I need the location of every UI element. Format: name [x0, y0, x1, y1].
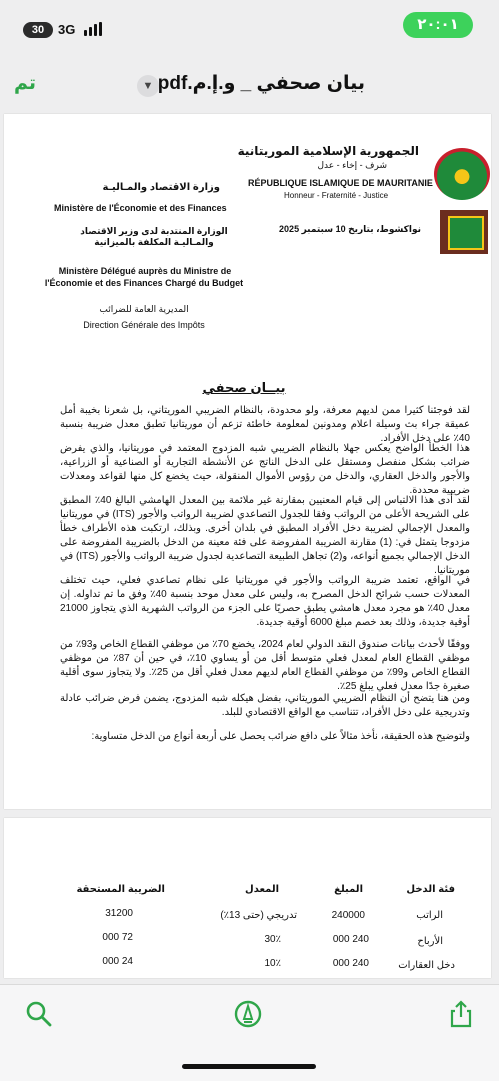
table-row-2-category: الأرباح	[417, 936, 443, 947]
document-title[interactable]: بيان صحفي _ و.إ.م.pdf	[157, 73, 365, 94]
paragraph-7: ولتوضيح هذه الحقيقة، نأخذ مثالاً على دافع ضرائب يحصل على أربعة أنواع من الدخل متساوية:	[91, 731, 470, 742]
table-row-2-amount: 240 000	[332, 934, 369, 945]
search-icon[interactable]	[24, 999, 54, 1029]
table-header-tax: الضريبة المستحقة	[76, 884, 165, 895]
ministry-french: Ministère de l'Économie et des Finances	[54, 203, 227, 213]
pdf-page-1	[4, 114, 491, 809]
paragraph-4: في الواقع، تعتمد ضريبة الرواتب والأجور في موريتانيا على نظام تصاعدي فعلي، حيث تختلف المعدلات حسب شرائح الدخل المصرح به، وليس على معدل موحد بنسبة 40٪ وفق ما تم تداوله. إن معدل 40٪ هو مجرد معدل هامشي يطبق حصريًا على الجزء من الرواتب الشهرية الذي يتجاوز 21000 أوقية جديدة، وذلك بعد خصم مبلغ 6000 أوقية جديدة.	[60, 575, 470, 628]
motto-arabic: شرف - إخاء - عدل	[317, 160, 387, 170]
table-header-rate: المعدل	[245, 884, 279, 895]
home-indicator[interactable]	[182, 1064, 316, 1069]
republic-arabic: الجمهورية الإسلامية الموريتانية	[237, 144, 419, 158]
press-release-heading: بيــان صحفي	[202, 380, 286, 395]
document-nav-bar	[0, 62, 499, 108]
republic-french: RÉPUBLIQUE ISLAMIQUE DE MAURITANIE	[248, 178, 433, 188]
status-bar	[0, 0, 499, 52]
chevron-down-icon[interactable]: ▼	[137, 75, 159, 97]
paragraph-6: ومن هنا يتضح أن النظام الضريبي الموريتاني، بفضل هيكله شبه المزدوج، يضمن فرض ضرائب عادلة وتدريجية على دخل الأفراد، تتناسب مع الواقع الاقتصادي للبلد.	[60, 693, 470, 718]
table-row-2-rate: 30٪	[264, 934, 281, 945]
table-row-1-category: الراتب	[416, 910, 443, 921]
paragraph-3: لقد أدى هذا الالتباس إلى قيام المعنيين بمقارنة غير ملائمة بين المعدل الهامشي البالغ 40٪ المطبق على الشريحة الأعلى من الرواتب وفقا للجدول التصاعدي لضريبة الرواتب والأجور (ITS) في موريتانيا والمعدل الإجمالي لضريبة دخل الأفراد المطبق في بلدان أخرى. وبذلك، ارتكبت هذه الأطراف خطأ مزدوجا يتمثل في: (1) مقارنة الضريبة المفروضة على فئة معينة من الدخل بالضريبة المفروضة على الدخل الإجمالي بجميع أنواعه، و(2) تجاهل الطبيعة التصاعدية لجدول ضريبة الرواتب والأجور (ITS) في موريتانيا.	[60, 495, 470, 576]
table-row-3-category: دخل العقارات	[398, 960, 455, 971]
dgi-arabic: المديرية العامة للضرائب	[99, 304, 189, 314]
table-row-3-amount: 240 000	[332, 958, 369, 969]
dgi-logo-icon	[440, 210, 488, 254]
done-button[interactable]: تم	[14, 73, 37, 94]
ministry-arabic: وزارة الاقتصاد والمـاليـة	[102, 182, 220, 193]
national-seal-icon	[434, 148, 490, 200]
table-header-category: فئة الدخل	[406, 884, 455, 895]
table-row-1-tax: 31200	[105, 908, 133, 919]
paragraph-2: هذا الخطأ الواضح يعكس جهلا بالنظام الضريبي شبه المزدوج المعتمد في موريتانيا، والذي يفرض ضرائب بشكل منفصل ومستقل على الدخل الناتج عن الأنشطة التجارية أو الصناعية أو الزراعية، والأجور والدخل العقاري، والدخل من رؤوس الأموال المنقولة، حيث يخضع كل منها لقواعد ومعدلات ضريبية محددة.	[60, 443, 470, 496]
table-row-2-tax: 72 000	[102, 932, 133, 943]
pdf-page-2	[4, 818, 491, 978]
dgi-french: Direction Générale des Impôts	[83, 320, 205, 330]
markup-pen-icon[interactable]	[233, 999, 263, 1029]
date-line: نواكشوط، بتاريخ 10 سبتمبر 2025	[279, 224, 421, 234]
delegate-ministry-arabic: الوزارة المنتدبة لدى وزير الاقتصاد والمـاليـة المكلفة بالميزانية	[80, 226, 228, 247]
table-header-amount: المبلغ	[334, 884, 363, 895]
motto-french: Honneur - Fraternité - Justice	[284, 191, 389, 200]
delegate-ministry-french-1: Ministère Délégué auprès du Ministre de	[58, 266, 232, 276]
signal-bars-icon	[84, 22, 106, 36]
table-row-1-amount: 240000	[331, 910, 365, 921]
paragraph-1: لقد فوجئنا كثيرا ممن لديهم معرفة، ولو محدودة، بالنظام الضريبي الموريتاني، بل شعرنا بخيبة أمل عميقة جراء بث وسيلة اعلام ومدونين لمعلومة خاطئة تزعم أن موريتانيا تطبق معدل ضريبة بنسبة 40٪ على دخل الأفراد.	[60, 405, 470, 444]
table-row-1-rate: تدريجي (حتى 13٪)	[220, 910, 297, 921]
delegate-ministry-french-2: l'Économie et des Finances Chargé du Budget	[44, 278, 244, 288]
paragraph-5: ووفقًا لأحدث بيانات صندوق النقد الدولي لعام 2024، يخضع 70٪ من موظفي القطاع الخاص و93٪ من موظفي القطاع العام لمعدل فعلي متوسط أقل من أو يساوي 10٪، في حين أن 87٪ من موظفي القطاع الخاص و99٪ من موظفي القطاع العام لديهم معدل فعلي أقل من 25٪. ولا يتجاوز سوى أقلية صغيرة جدًا معدل فعلي يبلغ 25٪.	[60, 639, 471, 692]
network-type: 3G	[58, 22, 76, 37]
share-icon[interactable]	[446, 999, 476, 1029]
table-row-3-rate: 10٪	[264, 958, 281, 969]
focus-indicator: 30	[23, 22, 53, 38]
table-row-3-tax: 24 000	[102, 956, 133, 967]
clock-pill: ٢٠:٠١	[403, 12, 473, 38]
